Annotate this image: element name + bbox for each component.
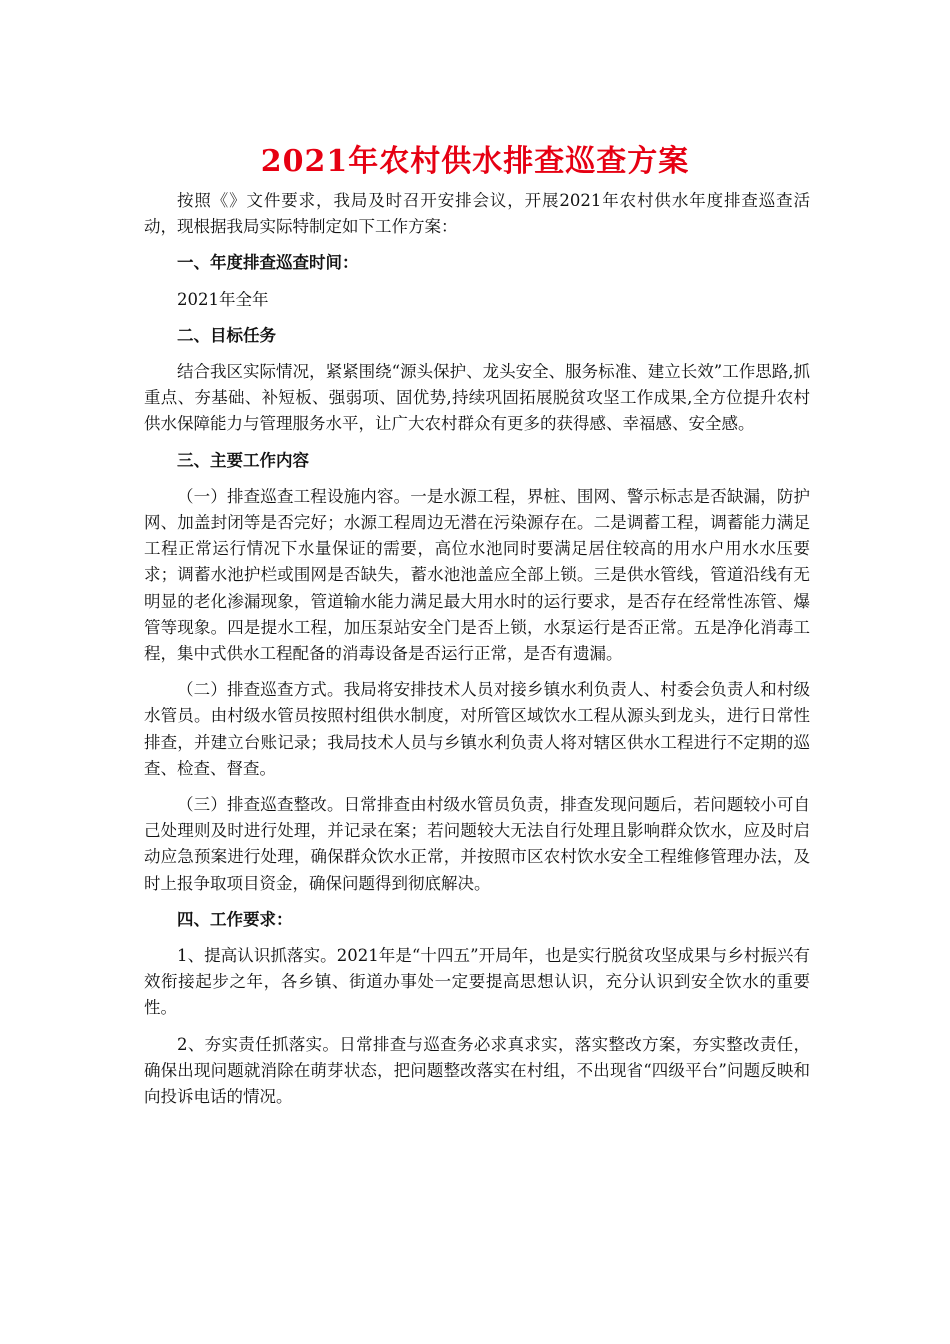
document-title: 2021年农村供水排查巡查方案 [260, 144, 690, 179]
section-2-body: 结合我区实际情况，紧紧围绕“源头保护、龙头安全、服务标准、建立长效”工作思路,抓重点、夯基础、补短板、强弱项、固优势,持续巩固拓展脱贫攻坚工作成果,全方位提升农村供水保障能力与管理服务水平，让广大农村群众有更多的获得感、幸福感、安全感。 [144, 362, 810, 434]
section-1-body: 2021年全年 [177, 289, 269, 309]
document-body [144, 188, 810, 1120]
section-3-heading: 三、主要工作内容 [177, 450, 309, 470]
section-4-item-2: 2、夯实责任抓落实。日常排查与巡查务必求真求实，落实整改方案，夯实整改责任，确保出现问题就消除在萌芽状态，把问题整改落实在村组，不出现省“四级平台”问题反映和向投诉电话的情况。 [144, 1034, 810, 1107]
section-4-heading: 四、工作要求： [177, 909, 293, 929]
section-3-item-3: （三）排查巡查整改。日常排查由村级水管员负责，排查发现问题后，若问题较小可自己处理则及时进行处理，并记录在案；若问题较大无法自行处理且影响群众饮水，应及时启动应急预案进行处理，确保群众饮水正常，并按照市区农村饮水安全工程维修管理办法，及时上报争取项目资金，确保问题得到彻底解决。 [144, 795, 810, 893]
section-3-item-1: （一）排查巡查工程设施内容。一是水源工程，界桩、围网、警示标志是否缺漏，防护网、加盖封闭等是否完好；水源工程周边无潜在污染源存在。二是调蓄工程，调蓄能力满足工程正常运行情况下水量保证的需要，高位水池同时要满足居住较高的用水户用水水压要求；调蓄水池护栏或围网是否缺失，蓄水池池盖应全部上锁。三是供水管线，管道沿线有无明显的老化渗漏现象，管道输水能力满足最大用水时的运行要求，是否存在经常性冻管、爆管等现象。四是提水工程，加压泵站安全门是否上锁，水泵运行是否正常。五是净化消毒工程，集中式供水工程配备的消毒设备是否运行正常，是否有遗漏。 [144, 486, 810, 664]
section-4-item-1: 1、提高认识抓落实。2021年是“十四五”开局年，也是实行脱贫攻坚成果与乡村振兴有效衔接起步之年，各乡镇、街道办事处一定要提高思想认识，充分认识到安全饮水的重要性。 [144, 946, 810, 1018]
section-3-item-2: （二）排查巡查方式。我局将安排技术人员对接乡镇水利负责人、村委会负责人和村级水管员。由村级水管员按照村组供水制度，对所管区域饮水工程从源头到龙头，进行日常性排查，并建立台账记录；我局技术人员与乡镇水利负责人将对辖区供水工程进行不定期的巡查、检查、督查。 [144, 680, 810, 778]
intro-paragraph: 按照《》文件要求，我局及时召开安排会议，开展2021年农村供水年度排查巡查活动，现根据我局实际特制定如下工作方案： [144, 191, 810, 237]
section-2-heading: 二、目标任务 [177, 325, 276, 345]
section-1-heading: 一、年度排查巡查时间： [177, 253, 359, 273]
